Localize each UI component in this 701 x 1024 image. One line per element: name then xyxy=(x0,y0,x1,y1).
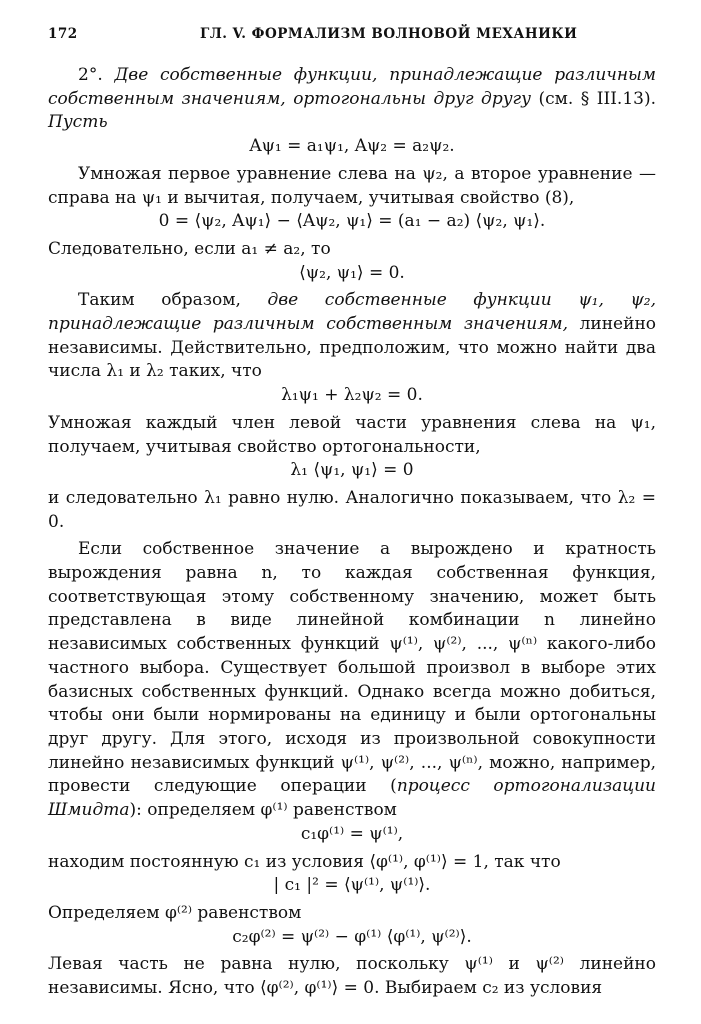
equation-orthogonal: ⟨ψ₂, ψ₁⟩ = 0. xyxy=(299,262,405,283)
page-number: 172 xyxy=(48,26,78,42)
equation-phi2: c₂φ⁽²⁾ = ψ⁽²⁾ − φ⁽¹⁾ ⟨φ⁽¹⁾, ψ⁽²⁾⟩. xyxy=(232,926,472,947)
section-reference: (см. § III.13). xyxy=(538,88,656,109)
paragraph-left-side: Левая часть не равна нулю, поскольку ψ⁽¹⁾ и ψ⁽²⁾ линейно независимы. Ясно, что ⟨φ⁽²⁾, φ⁽¹⁾⟩ = 0. Выбираем c₂ из условия xyxy=(48,954,656,999)
lead-text: Таким образом, xyxy=(78,290,241,311)
equation-norm: | c₁ |² = ⟨ψ⁽¹⁾, ψ⁽¹⁾⟩. xyxy=(273,875,431,896)
paragraph-constant: находим постоянную c₁ из условия ⟨φ⁽¹⁾, φ⁽¹⁾⟩ = 1, так что xyxy=(48,851,561,872)
independence-statement: две собственные функции ψ₁, ψ₂, принадлежащие различным собственным значениям, xyxy=(48,290,656,335)
chapter-title: ГЛ. V. ФОРМАЛИЗМ ВОЛНОВОЙ МЕХАНИКИ xyxy=(200,26,578,42)
proof-text: линейно независимы. Действительно, предположим, что можно найти два числа λ₁ и λ₂ таких, что xyxy=(48,314,657,382)
degenerate-text: Если собственное значение a вырождено и кратность вырождения равна n, то каждая собственная функция, соответствующая этому собственному значению, может быть представлена в виде линейной комбинации n линейно независимых собственных функций ψ⁽¹⁾, ψ⁽²⁾, ..., ψ⁽ⁿ⁾ какого-либо частного выбора. Существует большой произвол в выборе этих базисных собственных функций. Однако всегда можно добиться, чтобы они были нормированы на единицу и были ортогональны друг другу. Для этого, исходя из произвольной совокупности линейно независимых функций ψ⁽¹⁾, ψ⁽²⁾, ..., ψ⁽ⁿ⁾, можно, например, провести следующие операции ( xyxy=(48,539,656,797)
paragraph-conclusion: и следовательно λ₁ равно нулю. Аналогично показываем, что λ₂ = 0. xyxy=(48,487,656,532)
paragraph-theorem xyxy=(48,64,656,135)
paragraph-degenerate xyxy=(48,538,656,822)
paragraph-multiply-each: Умножая каждый член левой части уравнения слева на ψ₁, получаем, учитывая свойство ортогональности, xyxy=(48,412,656,457)
running-header xyxy=(48,26,658,50)
equation-difference: 0 = ⟨ψ₂, Aψ₁⟩ − ⟨Aψ₂, ψ₁⟩ = (a₁ − a₂) ⟨ψ₂, ψ₁⟩. xyxy=(158,211,546,232)
equation-linear-combination: λ₁ψ₁ + λ₂ψ₂ = 0. xyxy=(281,385,423,406)
paragraph-hence: Следовательно, если a₁ ≠ a₂, то xyxy=(48,238,331,259)
body-text xyxy=(48,64,656,1001)
schmidt-process: процесс ортогонализации Шмидта xyxy=(48,776,656,821)
theorem-statement: Две собственные функции, принадлежащие различным собственным значениям, ортогональны друг другу xyxy=(48,65,656,109)
lead-word: Пусть xyxy=(48,112,108,133)
paragraph-define-phi2: Определяем φ⁽²⁾ равенством xyxy=(48,902,302,923)
define-text: ): определяем φ⁽¹⁾ равенством xyxy=(129,800,397,821)
equation-lambda: λ₁ ⟨ψ₁, ψ₁⟩ = 0 xyxy=(290,460,414,481)
equation-eigen: Aψ₁ = a₁ψ₁, Aψ₂ = a₂ψ₂. xyxy=(249,136,455,157)
equation-phi1: c₁φ⁽¹⁾ = ψ⁽¹⁾, xyxy=(300,823,404,844)
item-number: 2°. xyxy=(78,65,103,85)
paragraph-independence xyxy=(48,289,656,384)
paragraph-multiply: Умножая первое уравнение слева на ψ₂, а второе уравнение — справа на ψ₁ и вычитая, получаем, учитывая свойство (8), xyxy=(48,163,656,208)
